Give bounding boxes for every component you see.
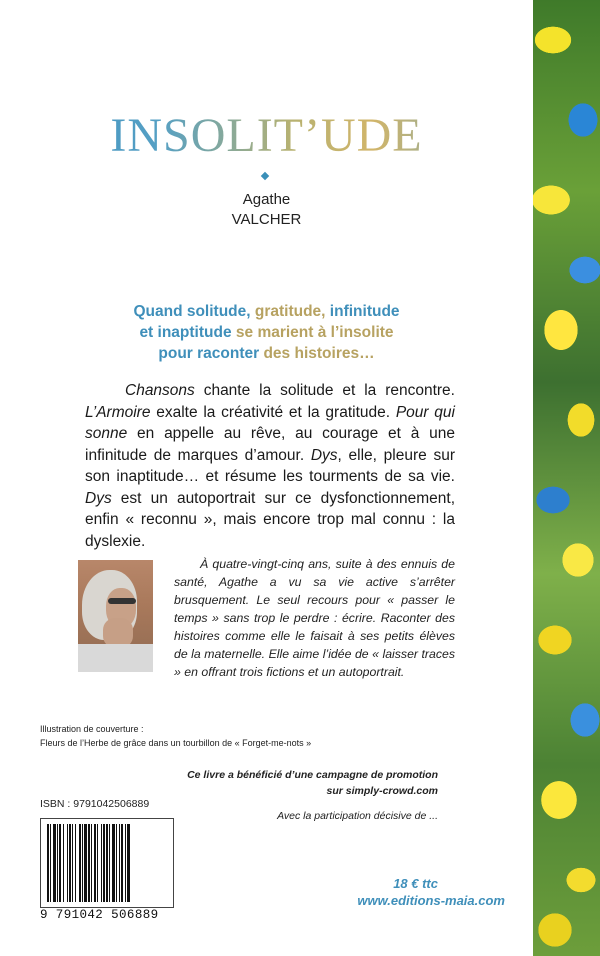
tagline [0, 301, 533, 364]
barcode-bar [47, 824, 49, 902]
barcode-bar [88, 824, 90, 902]
barcode-bar [127, 824, 130, 902]
barcode-bar [94, 824, 96, 902]
author-first-name: Agathe [242, 191, 291, 208]
tagline-part: pour raconter [158, 345, 264, 362]
barcode-bar [116, 824, 117, 902]
barcode-bar [72, 824, 73, 902]
tagline-part: et inaptitude [139, 324, 236, 341]
blurb-text: exalte la créativité et la gratitude. [150, 403, 396, 421]
author-last-name: VALCHER [231, 211, 302, 228]
barcode-bar [82, 824, 83, 902]
tagline-part: infinitude [329, 303, 400, 320]
barcode-number: 9 791042 506889 [40, 908, 159, 922]
barcode-bar [75, 824, 76, 902]
barcode-icon [40, 818, 174, 908]
barcode-bar [53, 824, 56, 902]
illustration-label: Illustration de couverture : [40, 724, 144, 734]
work-title: L’Armoire [85, 403, 151, 421]
blurb [85, 380, 455, 552]
illustration-text: Fleurs de l’Herbe de grâce dans un tourbillon de « Forget-me-nots » [40, 737, 312, 748]
blurb-text: , elle, pleure sur son inaptitude… et résume les tourments de sa vie. [85, 446, 455, 485]
barcode-bar [63, 824, 64, 902]
work-title: Pour qui sonne [85, 403, 455, 442]
publisher-website[interactable]: www.editions-maia.com [357, 893, 505, 908]
tagline-part: Quand solitude, [133, 303, 255, 320]
cover-artwork-strip [533, 0, 600, 956]
barcode-bar [91, 824, 92, 902]
barcode-bar [119, 824, 120, 902]
barcode-bar [67, 824, 68, 902]
promotion-line: Ce livre a bénéficié d’une campagne de promotion [187, 769, 438, 781]
barcode-bar [69, 824, 71, 902]
tagline-part: gratitude, [254, 303, 330, 320]
barcode-bar [125, 824, 126, 902]
blurb-text: chante la solitude et la rencontre. [194, 382, 455, 399]
price: 18 € ttc [393, 876, 438, 891]
blurb-text: est un autoportrait sur ce dysfonctionnement, enfin « reconnu », mais encore trop mal connu : la dyslexie. [85, 489, 455, 550]
work-title: Dys [310, 446, 338, 464]
barcode-bar [103, 824, 105, 902]
promotion-line: sur simply-crowd.com [326, 784, 438, 797]
diamond-icon [261, 172, 269, 180]
barcode-bar [84, 824, 87, 902]
blurb-text: en appelle au rêve, au courage et à une infinitude de marques d’amour. [85, 425, 455, 464]
promotion-note [187, 768, 438, 799]
barcode-bar [101, 824, 102, 902]
illustration-credit [40, 723, 311, 750]
barcode-bars [47, 824, 167, 902]
work-title: Dys [85, 489, 112, 507]
isbn: ISBN : 9791042506889 [40, 798, 150, 810]
author-bio [174, 555, 455, 681]
barcode-bar [106, 824, 108, 902]
participation-note: Avec la participation décisive de ... [277, 810, 438, 822]
barcode-bar [59, 824, 61, 902]
work-title: Chansons [125, 382, 195, 399]
barcode-bar [97, 824, 98, 902]
author-photo [78, 560, 153, 672]
barcode-bar [121, 824, 123, 902]
book-title: INSOLIT’UDE [0, 108, 533, 164]
barcode-bar [79, 824, 81, 902]
barcode-bar [50, 824, 51, 902]
tagline-part: se marient à l’insolite [235, 324, 394, 341]
tagline-part: des histoires… [263, 345, 375, 362]
barcode-bar [57, 824, 58, 902]
barcode-bar [109, 824, 110, 902]
barcode-bar [112, 824, 115, 902]
author-bio-text: À quatre-vingt-cinq ans, suite à des ennuis de santé, Agathe a vu sa vie active s’arrêter brusquement. Le seul recours pour « passer le temps » sans trop le perdre : écrire. Raconter des histoires comme elle le faisait à ses petits élèves de la maternelle. Elle aime l’idée de « laisser traces » en offrant trois fictions et un autoportrait. [174, 557, 455, 679]
